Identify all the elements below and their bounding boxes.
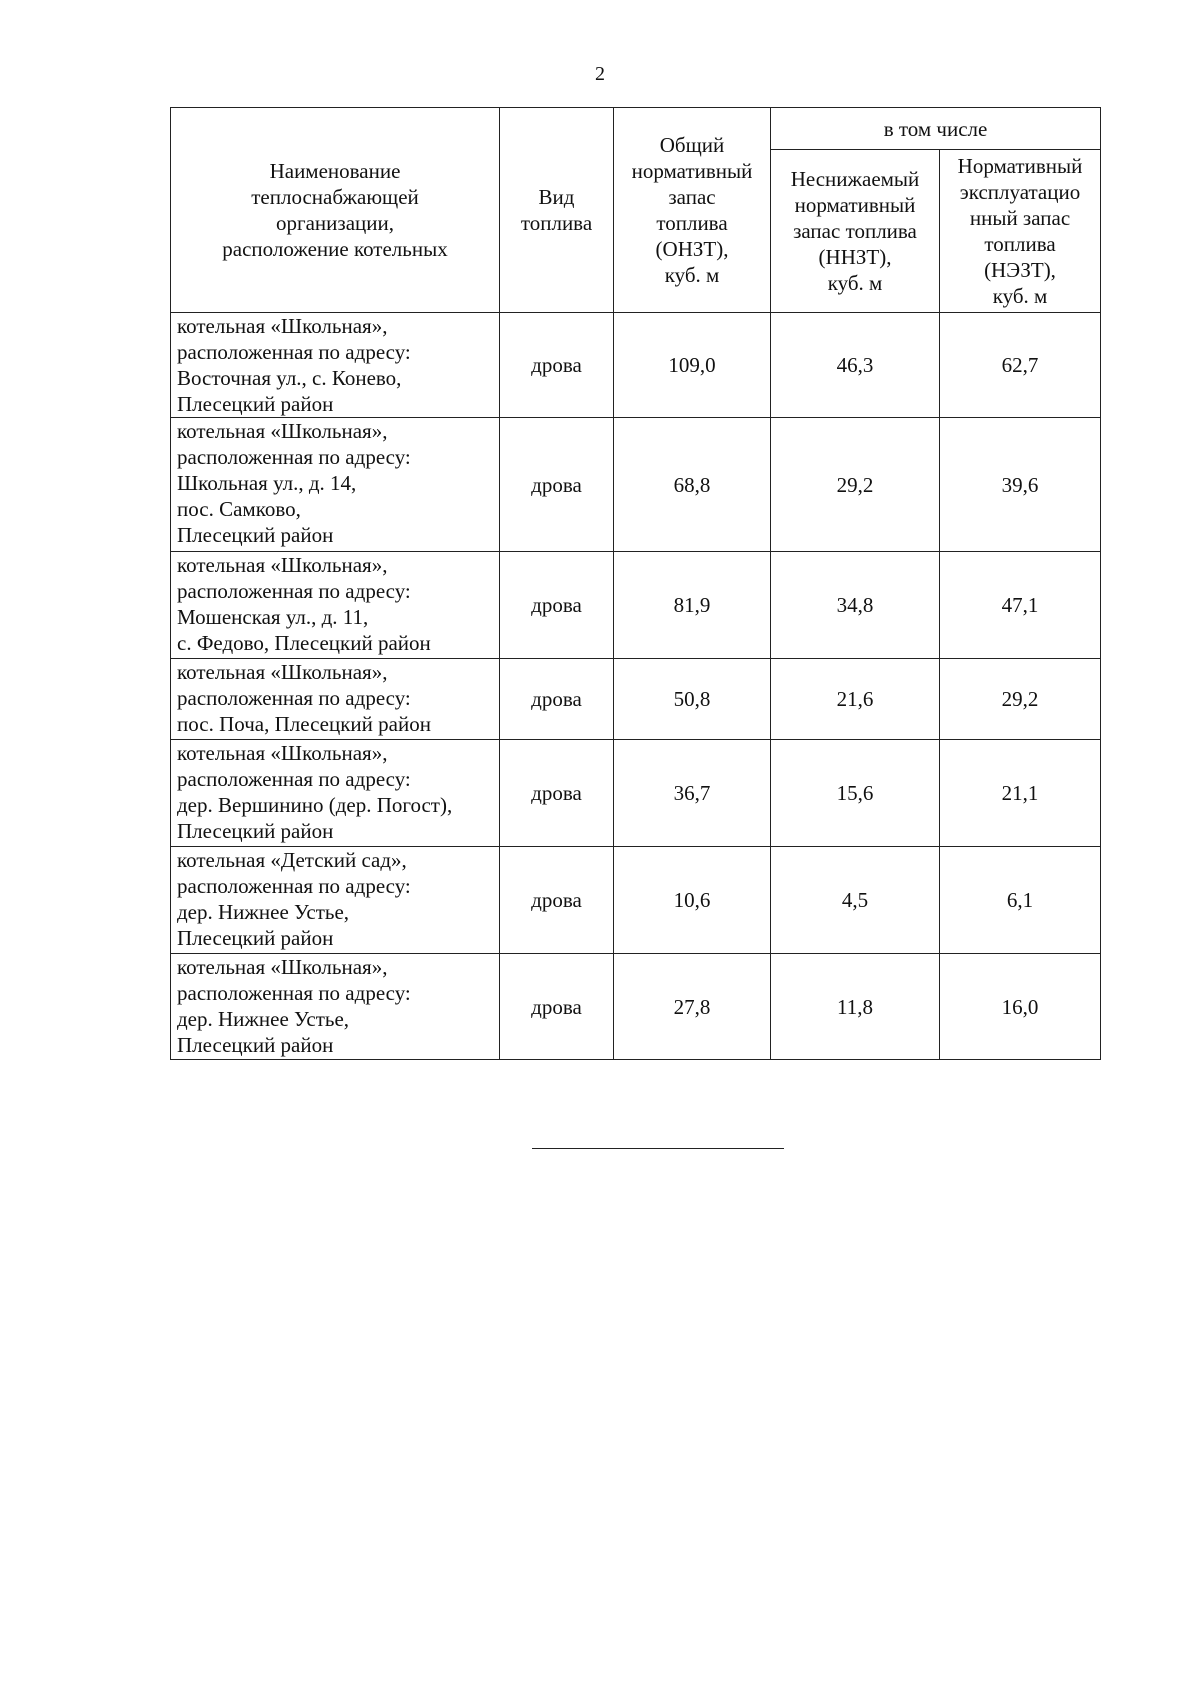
header-line: Наименование	[269, 159, 401, 183]
fuel-type-cell: дрова	[500, 847, 614, 954]
header-line: запас топлива	[793, 219, 917, 243]
address-line: Плесецкий район	[177, 392, 334, 416]
address-line: расположенная по адресу:	[177, 874, 411, 898]
address-line: пос. Поча, Плесецкий район	[177, 712, 431, 736]
fuel-type-cell: дрова	[500, 552, 614, 659]
address-line: котельная «Школьная»,	[177, 314, 388, 338]
nezt-cell: 29,2	[940, 659, 1101, 740]
boiler-name-address	[171, 552, 500, 659]
header-line: куб. м	[992, 284, 1048, 308]
address-line: расположенная по адресу:	[177, 445, 411, 469]
nezt-cell: 6,1	[940, 847, 1101, 954]
header-line: запас	[668, 185, 716, 209]
address-line: расположенная по адресу:	[177, 340, 411, 364]
fuel-reserve-table	[170, 107, 1101, 1060]
table-row	[171, 313, 1101, 418]
address-line: котельная «Детский сад»,	[177, 848, 407, 872]
nezt-cell: 16,0	[940, 954, 1101, 1060]
header-line: топлива	[656, 211, 728, 235]
address-line: Восточная ул., с. Конево,	[177, 366, 402, 390]
address-line: Плесецкий район	[177, 523, 334, 547]
nnzt-cell: 46,3	[771, 313, 940, 418]
fuel-type-cell: дрова	[500, 954, 614, 1060]
total-reserve-cell: 68,8	[614, 418, 771, 552]
header-line: (НЭЗТ),	[984, 258, 1056, 282]
header-line: Нормативный	[957, 154, 1083, 178]
nnzt-cell: 15,6	[771, 740, 940, 847]
total-reserve-cell: 81,9	[614, 552, 771, 659]
table-row	[171, 659, 1101, 740]
address-line: котельная «Школьная»,	[177, 660, 388, 684]
header-line: организации,	[276, 211, 394, 235]
address-line: котельная «Школьная»,	[177, 419, 388, 443]
header-nezt	[940, 150, 1101, 313]
table-row	[171, 552, 1101, 659]
table-row	[171, 954, 1101, 1060]
header-line: (ННЗТ),	[818, 245, 892, 269]
header-line: Вид	[538, 185, 575, 209]
fuel-type-cell: дрова	[500, 740, 614, 847]
nnzt-cell: 11,8	[771, 954, 940, 1060]
boiler-name-address	[171, 740, 500, 847]
header-line: куб. м	[664, 263, 720, 287]
closing-rule	[532, 1148, 784, 1149]
fuel-type-cell: дрова	[500, 418, 614, 552]
address-line: расположенная по адресу:	[177, 686, 411, 710]
address-line: пос. Самково,	[177, 497, 301, 521]
table-header	[171, 108, 1101, 313]
nezt-cell: 39,6	[940, 418, 1101, 552]
address-line: котельная «Школьная»,	[177, 553, 388, 577]
nnzt-cell: 29,2	[771, 418, 940, 552]
header-line: Неснижаемый	[790, 167, 920, 191]
total-reserve-cell: 27,8	[614, 954, 771, 1060]
address-line: Школьная ул., д. 14,	[177, 471, 357, 495]
boiler-name-address	[171, 954, 500, 1060]
address-line: расположенная по адресу:	[177, 579, 411, 603]
boiler-name-address	[171, 418, 500, 552]
table-row	[171, 740, 1101, 847]
nezt-cell: 21,1	[940, 740, 1101, 847]
address-line: Плесецкий район	[177, 1033, 334, 1057]
header-line: эксплуатацио	[959, 180, 1081, 204]
address-line: дер. Нижнее Устье,	[177, 1007, 350, 1031]
fuel-type-cell: дрова	[500, 313, 614, 418]
total-reserve-cell: 36,7	[614, 740, 771, 847]
header-line: куб. м	[827, 271, 883, 295]
address-line: Мошенская ул., д. 11,	[177, 605, 369, 629]
header-total-reserve	[614, 108, 771, 313]
page-number: 2	[595, 63, 605, 85]
header-line: нормативный	[794, 193, 916, 217]
fuel-type-cell: дрова	[500, 659, 614, 740]
address-line: дер. Вершинино (дер. Погост),	[177, 793, 453, 817]
boiler-name-address	[171, 659, 500, 740]
address-line: котельная «Школьная»,	[177, 955, 388, 979]
table-row	[171, 418, 1101, 552]
table-body	[171, 313, 1101, 1060]
total-reserve-cell: 109,0	[614, 313, 771, 418]
nnzt-cell: 34,8	[771, 552, 940, 659]
address-line: дер. Нижнее Устье,	[177, 900, 350, 924]
nnzt-cell: 21,6	[771, 659, 940, 740]
header-name	[171, 108, 500, 313]
header-line: Общий	[659, 133, 725, 157]
header-line: теплоснабжающей	[251, 185, 419, 209]
header-fuel-type	[500, 108, 614, 313]
boiler-name-address	[171, 847, 500, 954]
total-reserve-cell: 10,6	[614, 847, 771, 954]
address-line: Плесецкий район	[177, 819, 334, 843]
header-line: топлива	[984, 232, 1056, 256]
boiler-name-address	[171, 313, 500, 418]
header-line: топлива	[520, 211, 593, 235]
table-row	[171, 847, 1101, 954]
nezt-cell: 62,7	[940, 313, 1101, 418]
address-line: с. Федово, Плесецкий район	[177, 631, 431, 655]
header-line: нормативный	[631, 159, 753, 183]
header-nnzt	[771, 150, 940, 313]
header-line: расположение котельных	[222, 237, 448, 261]
address-line: расположенная по адресу:	[177, 981, 411, 1005]
nezt-cell: 47,1	[940, 552, 1101, 659]
address-line: расположенная по адресу:	[177, 767, 411, 791]
nnzt-cell: 4,5	[771, 847, 940, 954]
header-line: (ОНЗТ),	[655, 237, 729, 261]
address-line: Плесецкий район	[177, 926, 334, 950]
header-line: нный запас	[969, 206, 1071, 230]
header-including-group: в том числе	[771, 108, 1101, 150]
address-line: котельная «Школьная»,	[177, 741, 388, 765]
total-reserve-cell: 50,8	[614, 659, 771, 740]
